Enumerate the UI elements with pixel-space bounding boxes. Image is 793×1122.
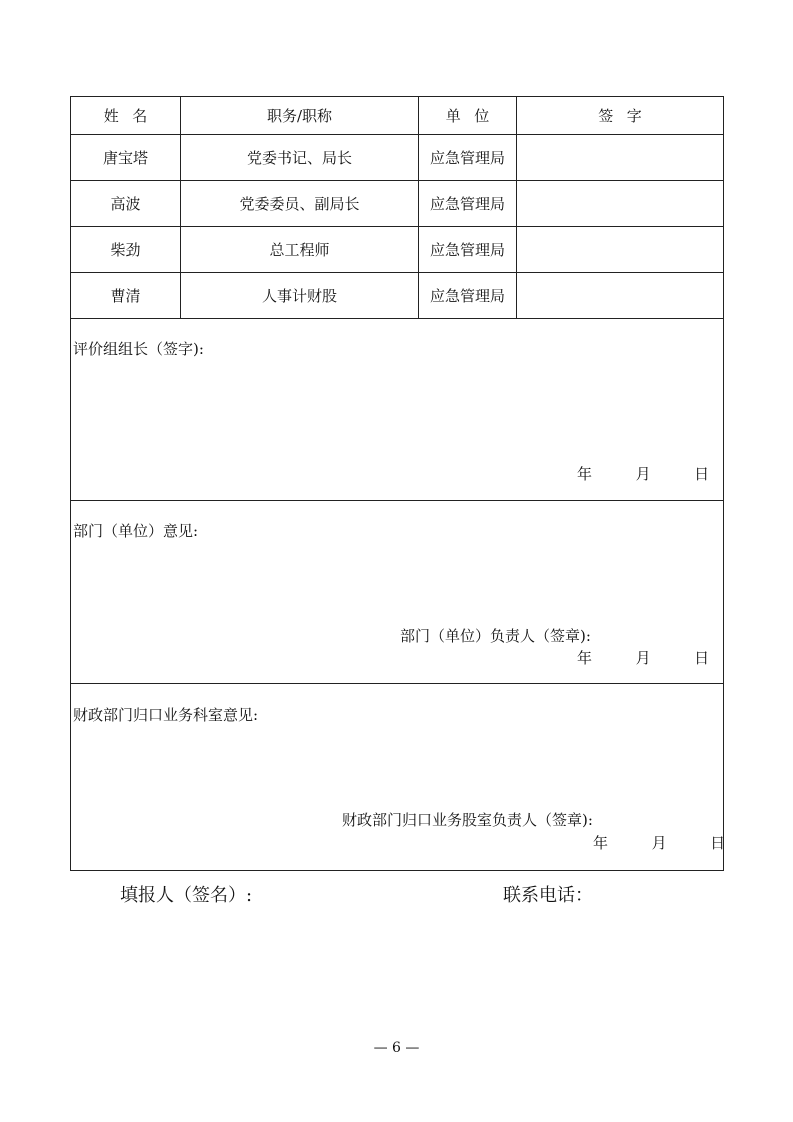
member-signature-field[interactable]: [517, 227, 723, 272]
table-header-row: [71, 97, 723, 135]
member-unit: 应急管理局: [419, 181, 517, 226]
date-day-label: 日: [694, 649, 710, 667]
leader-section-title: 评价组组长（签字):: [73, 340, 204, 358]
member-title: 党委书记、局长: [181, 135, 419, 180]
evaluation-form-table: [70, 96, 724, 871]
finance-date: [593, 832, 725, 853]
member-title: 党委委员、副局长: [181, 181, 419, 226]
date-year-label: 年: [577, 465, 593, 483]
date-day-label: 日: [694, 465, 710, 483]
member-title: 总工程师: [181, 227, 419, 272]
date-month-label: 月: [651, 834, 667, 852]
contact-phone-label: 联系电话：: [503, 885, 593, 906]
department-opinion-section[interactable]: [71, 501, 723, 684]
date-day-label: 日: [710, 834, 726, 852]
table-row: [71, 135, 723, 181]
member-name: 唐宝塔: [71, 135, 181, 180]
member-title: 人事计财股: [181, 273, 419, 318]
department-signer-label: 部门（单位）负责人（签章):: [400, 627, 591, 645]
member-name: 柴劲: [71, 227, 181, 272]
member-unit: 应急管理局: [419, 273, 517, 318]
member-unit: 应急管理局: [419, 227, 517, 272]
member-signature-field[interactable]: [517, 135, 723, 180]
filler-signature-label: 填报人（签名）:: [120, 885, 253, 906]
finance-section-title: 财政部门归口业务科室意见:: [73, 706, 259, 724]
date-year-label: 年: [593, 834, 609, 852]
date-month-label: 月: [635, 649, 651, 667]
leader-signature-section[interactable]: [71, 319, 723, 501]
page-number: — 6 —: [373, 1040, 420, 1056]
member-signature-field[interactable]: [517, 181, 723, 226]
leader-date: [577, 463, 709, 484]
finance-signer-label: 财政部门归口业务股室负责人（签章):: [342, 811, 593, 829]
department-date: [577, 647, 709, 668]
header-title: 职务/职称: [181, 97, 419, 134]
header-name: 姓名: [71, 97, 181, 134]
header-unit: 单位: [419, 97, 517, 134]
member-name: 曹清: [71, 273, 181, 318]
department-section-title: 部门（单位）意见:: [73, 522, 199, 540]
member-name: 高波: [71, 181, 181, 226]
date-month-label: 月: [635, 465, 651, 483]
table-row: [71, 227, 723, 273]
header-signature: 签字: [598, 107, 656, 125]
finance-opinion-section[interactable]: [71, 684, 726, 870]
date-year-label: 年: [577, 649, 593, 667]
table-row: [71, 181, 723, 227]
member-unit: 应急管理局: [419, 135, 517, 180]
member-signature-field[interactable]: [517, 273, 723, 318]
table-row: [71, 273, 723, 319]
